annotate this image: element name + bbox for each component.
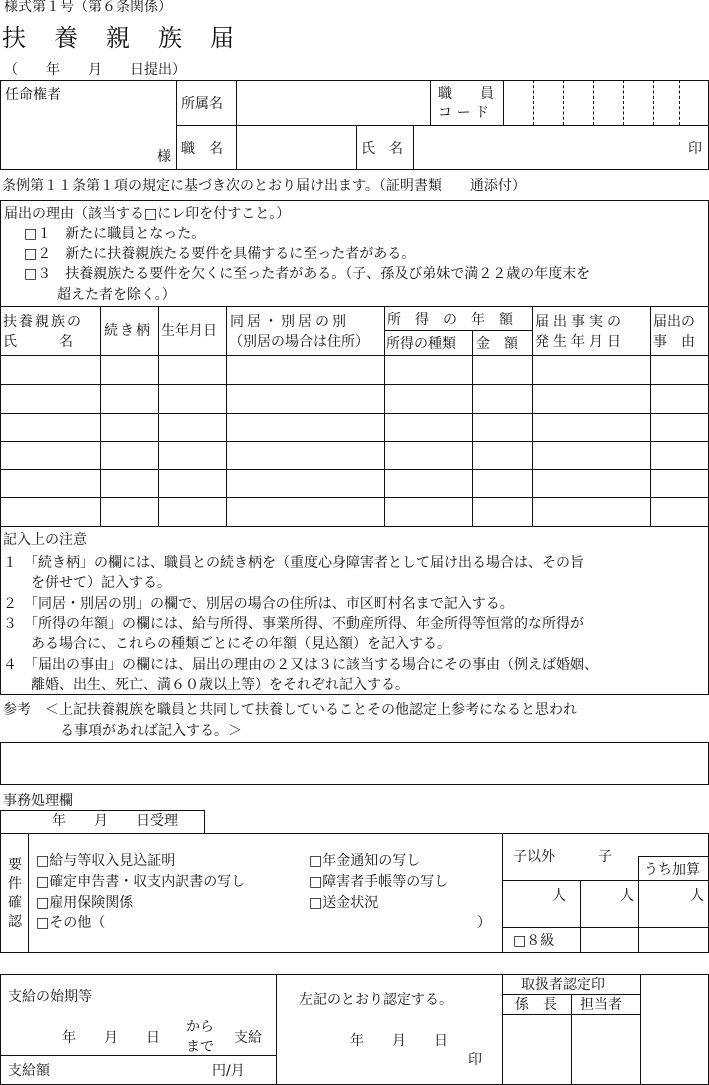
col-name-1: 扶養親族の: [3, 314, 83, 330]
col-income: 所 得 の 年 額: [387, 312, 513, 328]
note-line: ある場合に、これらの種類ごとにその年額（見込額）を記入する。: [3, 636, 451, 652]
col-live-2: （別居の場合は住所）: [229, 334, 369, 350]
count-addition: うち加算: [644, 862, 700, 878]
reference-input[interactable]: [0, 742, 709, 785]
table-row[interactable]: [1, 385, 707, 412]
note-line: を併せて）記入する。: [3, 575, 171, 591]
reference-line-1: 参考 ＜上記扶養親族を職員と共同して扶養していることその他認定上参考になると思われ: [3, 702, 577, 718]
approve-text: 左記のとおり認定する。: [299, 992, 453, 1008]
table-row[interactable]: [1, 442, 707, 468]
close-paren: ）: [477, 915, 491, 931]
office-heading: 事務処理欄: [3, 793, 73, 809]
reason-item-3[interactable]: □３ 扶養親族たる要件を欠くに至った者がある。（子、孫及び弟妹で満２２歳の年度末を: [24, 266, 591, 282]
name-input[interactable]: [415, 127, 685, 169]
check-remittance[interactable]: □送金状況: [309, 895, 379, 911]
submit-date[interactable]: （ 年 月 日提出）: [4, 62, 186, 78]
table-row[interactable]: [1, 470, 707, 496]
note-line: 離婚、出生、死亡、満６０歳以上等）をそれぞれ記入する。: [3, 677, 409, 693]
staff-code-label-2: コ ー ド: [438, 105, 489, 121]
approve-date[interactable]: 年 月 日: [350, 1033, 448, 1049]
col-relation: 続き柄: [104, 323, 152, 339]
chief-label: 係 長: [515, 997, 557, 1013]
col-income-type: 所得の種類: [386, 336, 456, 352]
person-unit: 人: [690, 888, 704, 904]
approve-seal: 印: [468, 1052, 482, 1068]
from-label: から: [186, 1019, 214, 1035]
start-label: 支給の始期等: [8, 989, 92, 1005]
notes-heading: 記入上の注意: [3, 532, 87, 548]
reason-item-3-cont: 超えた者を除く。）: [57, 287, 176, 303]
check-disability[interactable]: □障害者手帳等の写し: [309, 874, 449, 890]
dept-input[interactable]: [238, 82, 428, 124]
col-name-2: 氏 名: [3, 334, 73, 350]
staff-code-label-1: 職 員: [438, 86, 494, 102]
reasons-heading: 届出の理由（該当する□にレ印を付すこと。）: [4, 206, 291, 222]
check-label-char: 認: [8, 914, 22, 930]
table-row[interactable]: [1, 414, 707, 440]
page-title: 扶 養 親 族 届: [2, 24, 236, 52]
post-input[interactable]: [238, 127, 354, 169]
col-birth: 生年月日: [161, 323, 217, 339]
handler-title: 取扱者認定印: [521, 977, 605, 993]
amount-label: 支給額: [8, 1063, 50, 1079]
intro-text: 条例第１１条第１項の規定に基づき次のとおり届け出ます。（証明書類 通添付）: [2, 178, 526, 194]
reference-line-2: る事項があれば記入する。＞: [60, 723, 242, 739]
note-line: １ 「続き柄」の欄には、職員との続き柄を（重度心身障害者として届け出る場合は、その旨: [3, 555, 584, 571]
to-label: まで: [186, 1039, 214, 1055]
appointer-sama: 様: [157, 149, 171, 165]
staff-label: 担当者: [580, 997, 622, 1013]
check-employment-insurance[interactable]: □雇用保険関係: [36, 895, 134, 911]
check-other[interactable]: □その他（: [36, 915, 106, 931]
chief-seal-box[interactable]: [503, 1015, 570, 1083]
check-income-cert[interactable]: □給与等収入見込証明: [36, 853, 176, 869]
reason-item-2[interactable]: □２ 新たに扶養親族たる要件を具備するに至った者がある。: [24, 246, 416, 262]
note-line: ２ 「同居・別居の別」の欄で、別居の場合の住所は、市区町村名まで記入する。: [3, 596, 514, 612]
form-number: 様式第１号（第６条関係）: [4, 0, 172, 15]
check-label-char: 件: [8, 876, 22, 892]
person-unit: 人: [620, 888, 634, 904]
dept-label: 所属名: [181, 96, 223, 112]
start-date[interactable]: 年 月 日: [62, 1030, 160, 1046]
col-live-1: 同居・別居の別: [230, 314, 349, 330]
table-row[interactable]: [1, 498, 707, 525]
col-fact-1: 届出事実の: [535, 314, 625, 330]
name-label: 氏 名: [361, 141, 403, 157]
post-label: 職 名: [181, 141, 223, 157]
note-line: ４ 「届出の事由」の欄には、届出の理由の２又は３に該当する場合にその事由（例えば婚姻、: [3, 657, 598, 673]
seal-mark: 印: [688, 141, 702, 157]
received-date: 年 月 日受理: [52, 813, 178, 829]
person-unit: 人: [552, 888, 566, 904]
check-label-char: 要: [8, 857, 22, 873]
staff-code-input[interactable]: [505, 82, 707, 124]
note-line: ３ 「所得の年額」の欄には、給与所得、事業所得、不動産所得、年金所得等恒常的な所得が: [3, 616, 584, 632]
staff-seal-box[interactable]: [572, 1015, 639, 1083]
check-pension[interactable]: □年金通知の写し: [309, 853, 421, 869]
col-fact-2: 発生年月日: [535, 334, 625, 350]
reason-item-1[interactable]: □１ 新たに職員となった。: [24, 226, 206, 242]
col-reason-1: 届出の: [653, 314, 695, 330]
amount-unit: 円/月: [212, 1063, 245, 1079]
count-child-other: 子以外: [513, 849, 555, 865]
col-reason-2: 事 由: [653, 334, 695, 350]
count-child: 子: [598, 849, 612, 865]
payment-label: 支給: [234, 1030, 262, 1046]
col-income-amount: 金 額: [476, 336, 518, 352]
check-tax-return[interactable]: □確定申告書・収支内訳書の写し: [36, 874, 246, 890]
appointer-label: 任命権者: [5, 87, 61, 103]
table-row[interactable]: [1, 356, 707, 383]
grade8-check[interactable]: □８級: [513, 933, 555, 949]
check-label-char: 確: [8, 895, 22, 911]
